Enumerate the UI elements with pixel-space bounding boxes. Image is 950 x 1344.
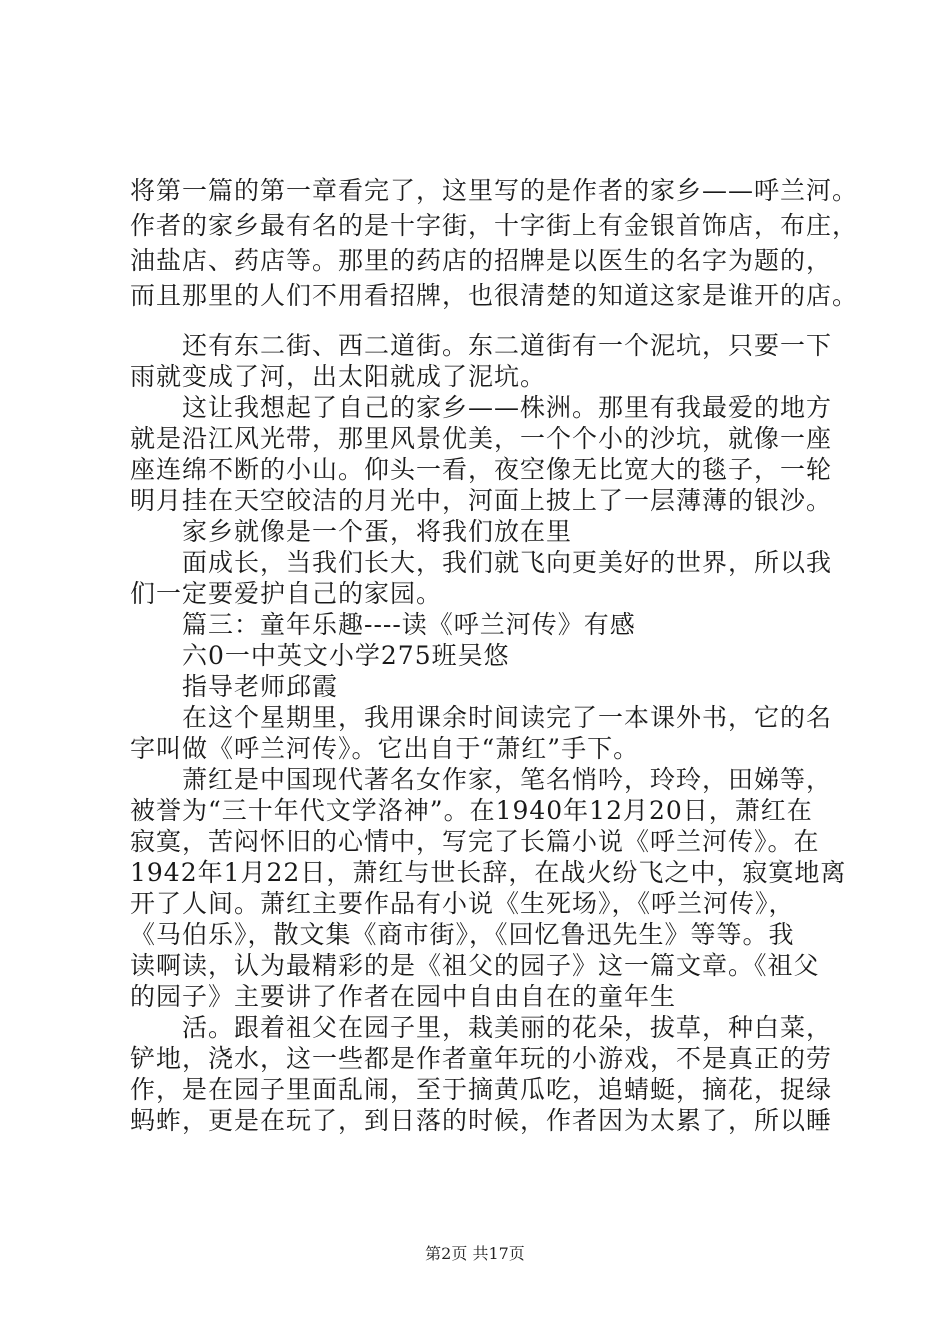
text-line: 作者的家乡最有名的是十字街，十字街上有金银首饰店，布庄，: [130, 211, 859, 240]
text-line: 《马伯乐》，散文集《商市街》，《回忆鲁迅先生》等等。我: [130, 920, 795, 949]
text-line: 作，是在园子里面乱闹，至于摘黄瓜吃，追蜻蜓，摘花，捉绿: [130, 1075, 833, 1104]
text-line: 开了人间。萧红主要作品有小说《生死场》，《呼兰河传》，: [130, 889, 795, 918]
text-line: 而且那里的人们不用看招牌，也很清楚的知道这家是谁开的店。: [130, 281, 859, 310]
text-line: 将第一篇的第一章看完了，这里写的是作者的家乡——呼兰河。: [130, 176, 859, 205]
text-line: 铲地，浇水，这一些都是作者童年玩的小游戏，不是真正的劳: [130, 1044, 833, 1073]
page-footer: 第2页 共17页: [425, 1244, 525, 1263]
text-line: 明月挂在天空皎洁的月光中，河面上披上了一层薄薄的银沙。: [130, 486, 833, 515]
text-line: 面成长，当我们长大，我们就飞向更美好的世界，所以我: [182, 548, 833, 577]
text-line: 萧红是中国现代著名女作家，笔名悄吟，玲玲，田娣等，: [182, 765, 833, 794]
text-line: 这让我想起了自己的家乡——株洲。那里有我最爱的地方: [182, 393, 833, 422]
text-line: 寂寞，苦闷怀旧的心情中，写完了长篇小说《呼兰河传》。在: [130, 827, 820, 856]
text-line: 油盐店、药店等。那里的药店的招牌是以医生的名字为题的，: [130, 246, 833, 275]
text-line: 座连绵不断的小山。仰头一看，夜空像无比宽大的毯子，一轮: [130, 455, 833, 484]
text-line: 家乡就像是一个蛋，将我们放在里: [182, 517, 573, 546]
section-heading: 篇三：童年乐趣----读《呼兰河传》有感: [182, 610, 636, 639]
text-line: 们一定要爱护自己的家园。: [130, 579, 443, 608]
text-line: 蚂蚱，更是在玩了，到日落的时候，作者因为太累了，所以睡: [130, 1106, 833, 1135]
text-line: 1942年1月22日，萧红与世长辞，在战火纷飞之中，寂寞地离: [130, 858, 847, 887]
text-line: 被誉为“三十年代文学洛神”。在1940年12月20日，萧红在: [130, 796, 813, 825]
text-line: 就是沿江风光带，那里风景优美，一个个小的沙坑，就像一座: [130, 424, 833, 453]
text-line: 雨就变成了河，出太阳就成了泥坑。: [130, 362, 547, 391]
text-line: 读啊读，认为最精彩的是《祖父的园子》这一篇文章。《祖父: [130, 951, 820, 980]
text-line: 活。跟着祖父在园子里，栽美丽的花朵，拔草，种白菜，: [182, 1013, 833, 1042]
text-line: 在这个星期里，我用课余时间读完了一本课外书，它的名: [182, 703, 833, 732]
teacher-line: 指导老师邱霞: [182, 672, 339, 701]
text-line: 还有东二街、西二道街。东二道街有一个泥坑，只要一下: [182, 331, 833, 360]
text-line: 字叫做《呼兰河传》。它出自于“萧红”手下。: [130, 734, 640, 763]
text-line: 的园子》主要讲了作者在园中自由自在的童年生: [130, 982, 677, 1011]
author-line: 六0一中英文小学275班吴悠: [182, 641, 510, 670]
